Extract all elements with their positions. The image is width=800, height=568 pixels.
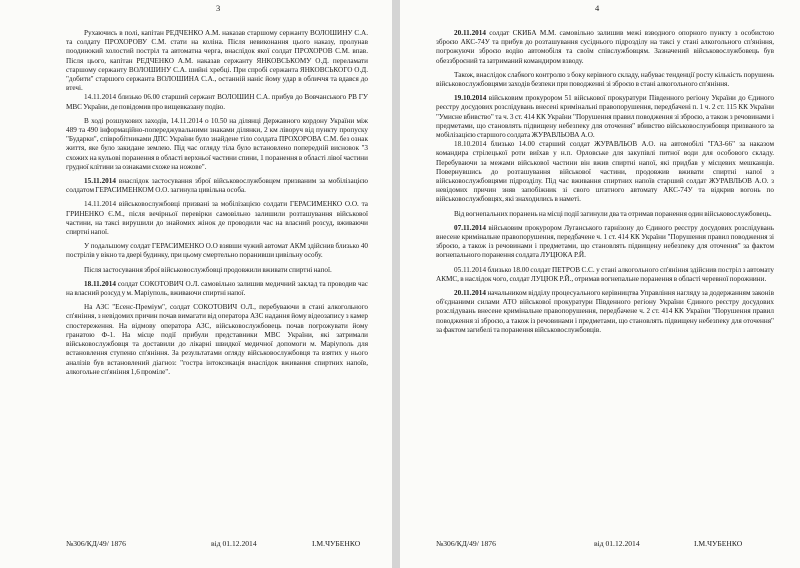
paragraph	[66, 303, 368, 377]
paragraph	[66, 117, 368, 172]
paragraph-text: внаслідок застосування зброї військовослужбовцем призваним за мобілізацією солдатом ГЕРАСИМЕНКОМ О.О. загинула цивільна особа.	[66, 177, 368, 195]
paragraph	[66, 200, 368, 237]
paragraph-text: 14.11.2014 близько 06.00 старший сержант ВОЛОШИН С.А. прибув до Вовчанського РВ ГУ МВС України, де повідомив про вищевказану подію.	[66, 93, 368, 111]
footer-date: від 01.12.2014	[594, 539, 640, 548]
footer-signature: І.М.ЧУБЕНКО	[694, 539, 743, 548]
paragraph	[436, 266, 774, 284]
paragraph	[436, 29, 774, 66]
page-number: 3	[216, 3, 221, 13]
footer-signature: І.М.ЧУБЕНКО	[312, 539, 361, 548]
paragraph-text: На АЗС "Есенс-Преміум", солдат СОКОТОВИЧ О.Л., перебуваючи в стані алкогольного сп'яніння, з невідомих причин почав вимагати від оператора АЗС надання йому відеозапису з камер спостереження. На відмову оператора АЗС, військовослужбовець почав погрожувати йому гранатою Ф-1. На місце події прибули представники МВС України, які затримали військовослужбовця та доставили до лікарні швидкої медичної допомоги м. Маріуполь для встановлення ступеню сп'яніння. За результатами огляду військовослужбовця та взятих у нього аналізів був встановлений діагноз: "гостра інтоксикація внаслідок вживання спиртних напоїв, алкогольне сп'яніння 1,6 проміле".	[66, 303, 368, 376]
paragraph	[436, 210, 774, 219]
paragraph-text: Від вогнепальних поранень на місці події загинули два та отримав поранення один військовослужбовець.	[454, 209, 772, 218]
paragraph-text: військовим прокурором Луганського гарнізону до Єдиного реєстру досудових розслідувань внесене кримінальне правопорушення, передбачене ч. 1 ст. 414 КК України "Порушення правил поводження зі зброєю, а також із речовинами і предметами, що становлять підвищену небезпеку для оточення" за фактом вогнепального поранення солдата ЛУЦЮКА Р.Й.	[436, 223, 774, 260]
footer-doc-number: №306/КД/49/ 1876	[66, 539, 126, 548]
document-page-right	[400, 0, 800, 568]
paragraph-text: В ході розшукових заходів, 14.11.2014 о 10.50 на ділянці Державного кордону України між 489 та 490 інформаційно-попереджувальними знаками ділянки, 2 км ліворуч від пункту пропуску "Бударки", співробітниками ДПС України було знайдене тіло солдата ПРОХОРОВА С.М. без ознак життя, яке було закидане землею. Під час огляду тіла було встановлено попередній висновок "3 схожих на кульові поранення в області верхньої частини спини, 1 поранення в області лівої частини грудної клітини за ознаками схоже на ножове".	[66, 116, 368, 171]
paragraph-text: 05.11.2014 близько 18.00 солдат ПЕТРОВ С.С. у стані алкогольного сп'яніння здійснив постріл з автомату АКМС, в наслідок чого, солдат ЛУЦЮК Р.Й., отримав вогнепальне поранення в області черевної порожнини.	[436, 265, 774, 283]
paragraph-text: солдат СОКОТОВИЧ О.Л. самовільно залишив медичний заклад та проводив час на власний розсуд у м. Маріуполь, вживаючи спиртні напої.	[66, 279, 368, 298]
paragraph	[66, 29, 368, 93]
paragraph	[66, 266, 368, 275]
paragraph	[66, 93, 368, 111]
paragraph-text: 18.10.2014 близько 14.00 старший солдат ЖУРАВЛЬОВ А.О. на автомобілі "ГАЗ-66" за наказом командира стрілецької роти виїхав у н.п. Орловське для закупівлі питної води для особового складу. Перебуваючи за межами військової частини він вжив спиртні напої, які придбав у місцевих мешканців. Повернувшись до розташування військової частини, продовжив вживати спиртні напої з військовослужбовцями підрозділу. Під час вживання спиртних напоїв старший солдат ЖУРАВЛЬОВ А.О. з невідомих причин зняв запобіжник зі свого штатного автомату АКС-74У та відкрив вогонь по військовослужбовцях, які знаходились в наметі.	[436, 140, 774, 204]
paragraph-text: солдат СКИБА М.М. самовільно залишив межі взводного опорного пункту з особистою зброєю АКС-74У та прибув до розташування сусіднього підрозділу на таксі у стані алкогольного сп'яніння, погрожуючи зброєю водію автомобіля та своїм співслужбовцям. Зазначений військовослужбовець був обеззброєний та затриманий командиром взводу.	[436, 29, 774, 65]
paragraph-date-lead: 18.11.2014	[84, 279, 116, 288]
page-body	[436, 29, 774, 335]
paragraph-text: Рухаючись в полі, капітан РЕДЧЕНКО А.М. наказав старшому сержанту ВОЛОШИНУ С.А. та солдату ПРОХОРОВУ С.М. стати на коліна. Після невиконання цього наказу, пролунав поодинокий холостий постріл та автоматна черга, внаслідок якої солдат ПРОХОРОВ С.М. впав. Після цього, капітан РЕДЧЕНКО А.М. наказав сержанту ЯНКОВСЬКОМУ О.Д. переламати старшому сержанту ВОЛОШИНУ С.А. шийні хребці. При спробі сержанта ЯНКОВСЬКОГО О.Д. "добити" старшого сержанта ВОЛОШИНА С.А., останній наніс йому удар в обличчя та вдався до втечі.	[66, 29, 368, 93]
paragraph-date-lead: 07.11.2014	[454, 223, 486, 232]
paragraph-text: начальником відділу процесуального керівництва Управління нагляду за додержанням законів об'єднаними силами АТО військової прокуратури Південного регіону України Єдиного реєстру досудових розслідувань внесене кримінальне правопорушення, передбачене ч. 2 ст. 414 КК України "Порушення правил поводження зі зброєю, а також із речовинами і предметами, що становлять підвищену небезпеку для оточення" за фактом загибелі та поранення військовослужбовців.	[436, 289, 774, 334]
paragraph-date-lead: 15.11.2014	[84, 177, 116, 186]
document-page-left	[0, 0, 392, 568]
paragraph-text: Також, внаслідок слабкого контролю з боку керівного складу, набуває тенденції росту кількість порушень військовослужбовцями заходів безпеки при поводженні зі зброєю в стані алкогольного сп'яніння.	[436, 70, 774, 89]
paragraph	[436, 94, 774, 140]
paragraph-text: Після застосування зброї військовослужбовці продовжили вживати спиртні напої.	[84, 265, 332, 274]
page-number: 4	[595, 3, 600, 13]
paragraph	[436, 289, 774, 335]
paragraph-text: У подальшому солдат ГЕРАСИМЕНКО О.О взявши чужий автомат АКМ здійснив близько 40 пострілів у вікно та двері будинку, при цьому смертельно поранивши цивільну особу.	[66, 242, 368, 260]
footer-date: від 01.12.2014	[211, 539, 257, 548]
page-body	[66, 29, 368, 377]
paragraph-date-lead: 19.10.2014	[454, 94, 487, 103]
paragraph-date-lead: 20.11.2014	[454, 289, 486, 298]
paragraph	[436, 71, 774, 89]
paragraph	[66, 242, 368, 260]
paragraph	[436, 140, 774, 204]
paragraph-date-lead: 20.11.2014	[454, 29, 486, 37]
paragraph-text: 14.11.2014 військовослужбовці призвані за мобілізацією солдати ГЕРАСИМЕНКО О.О. та ГРИНЕНКО Є.М., після вечірньої перевірки самовільно залишили розташування військової частини, на таксі вирушили до знайомих жінок де проводили час на власний розсуд, вживаючи спиртні напої.	[66, 200, 368, 237]
paragraph	[436, 224, 774, 261]
paragraph	[66, 280, 368, 298]
paragraph	[66, 177, 368, 195]
footer-doc-number: №306/КД/49/ 1876	[436, 539, 496, 548]
paragraph-text: військовим прокурором 51 військової прокуратури Південного регіону України до Єдиного реєстру досудових розслідувань внесені кримінальні правопорушення, передбачені п. 1 ч. 2 ст. 115 КК України "Умисне вбивство" та ч. 3 ст. 414 КК України "Порушення правил поводження зі зброєю, а також з речовинами і предметами, що становлять підвищену небезпеку для оточення" вбивство військовослужбовця призваного за мобілізацією старшого солдата ЖУРАВЛЬОВА А.О.	[436, 94, 774, 140]
page-gutter	[392, 0, 400, 568]
